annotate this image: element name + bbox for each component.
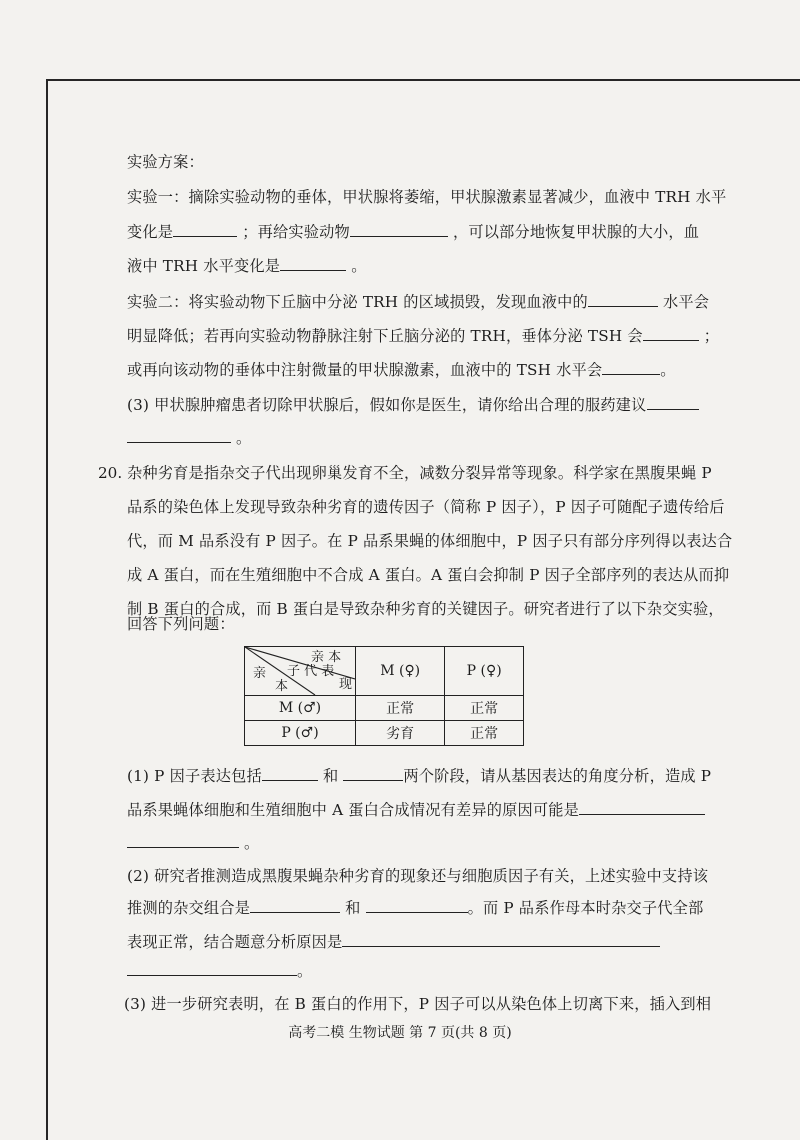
period: 。 — [351, 257, 367, 275]
p1-text-b: 两个阶段，请从基因表达的角度分析，造成 P — [403, 767, 712, 785]
exp2-line1 — [127, 292, 709, 312]
p2-line1: (2) 研究者推测造成黑腹果蝇杂种劣育的现象还与细胞质因子有关，上述实验中支持该 — [127, 867, 709, 885]
answer-blank-hormone[interactable] — [588, 292, 658, 307]
answer-blank-medication-b[interactable] — [127, 428, 231, 443]
exp2-text-b: 水平会 — [662, 293, 710, 311]
diag-phenotype-label: 现 — [339, 677, 353, 692]
answer-blank-trh-change-2[interactable] — [280, 256, 346, 271]
p2-line3 — [127, 932, 660, 952]
p2-line2 — [127, 898, 703, 918]
cell-m-p: 正常 — [445, 696, 524, 721]
scan-border-left — [46, 80, 48, 1140]
cell-p-p: 正常 — [445, 721, 524, 746]
part3-line2 — [127, 428, 251, 448]
p3-line1: (3) 进一步研究表明，在 B 蛋白的作用下，P 因子可以从染色体上切离下来，插入到相 — [124, 995, 712, 1013]
p1-line1 — [127, 766, 711, 786]
answer-blank-tsh-change-1[interactable] — [643, 326, 699, 341]
exp1-line3 — [127, 256, 367, 276]
conjunction: 和 — [345, 899, 361, 917]
exp2-line3 — [127, 360, 676, 380]
answer-blank-cause-b[interactable] — [127, 961, 297, 976]
diag-parent-label: 亲 本 — [311, 650, 342, 665]
semicolon: ； — [703, 327, 720, 345]
table-row — [245, 721, 524, 746]
answer-blank-medication-a[interactable] — [647, 395, 699, 410]
answer-blank-stage-2[interactable] — [343, 766, 403, 781]
column-header-m-female: M (♀) — [356, 647, 445, 696]
exp2-line2 — [127, 326, 719, 346]
answer-blank-stage-1[interactable] — [262, 766, 318, 781]
period: 。 — [244, 834, 260, 852]
part3-line1 — [127, 395, 699, 415]
answer-blank-tsh-change-2[interactable] — [602, 360, 660, 375]
row-label-p-male: P (♂) — [245, 721, 356, 746]
answer-blank-cause-a[interactable] — [342, 932, 660, 947]
exp2-text-c: 明显降低；若再向实验动物静脉注射下丘脑分泌的 TRH，垂体分泌 TSH 会 — [127, 327, 643, 345]
diag-row-label-b: 本 — [275, 679, 289, 694]
p1-text-a: (1) P 因子表达包括 — [127, 767, 262, 785]
answer-blank-reason-a[interactable] — [579, 800, 705, 815]
q20-intro-line-2: 品系的染色体上发现导致杂种劣育的遗传因子（简称 P 因子），P 因子可随配子遗传给后 — [127, 498, 725, 516]
exp1-text-d: 液中 TRH 水平变化是 — [127, 257, 281, 275]
table-row — [245, 696, 524, 721]
cell-m-m: 正常 — [356, 696, 445, 721]
p1-line2 — [127, 800, 705, 820]
exp1-line1: 实验一：摘除实验动物的垂体，甲状腺将萎缩，甲状腺激素显著减少，血液中 TRH 水平 — [127, 188, 727, 206]
diag-row-label-a: 亲 — [253, 666, 267, 681]
exp1-text-b: ；再给实验动物 — [242, 223, 350, 241]
period: 。 — [236, 429, 252, 447]
q20-intro-line-5: 制 B 蛋白的合成，而 B 蛋白是导致杂种劣育的关键因子。研究者进行了以下杂交实验， — [127, 600, 724, 618]
period: 。 — [660, 361, 676, 379]
p2-text-a: 推测的杂交组合是 — [127, 899, 251, 917]
p2-line4 — [127, 961, 312, 981]
table-diagonal-header — [245, 647, 356, 696]
p2-text-c: 表现正常，结合题意分析原因是 — [127, 933, 343, 951]
scheme-label: 实验方案： — [127, 153, 204, 171]
answer-blank-reason-b[interactable] — [127, 833, 239, 848]
q20-intro-line-6: 回答下列问题： — [127, 615, 235, 633]
answer-blank-cross-1[interactable] — [250, 898, 340, 913]
p2-text-b: 。而 P 品系作母本时杂交子代全部 — [467, 899, 704, 917]
column-header-p-female: P (♀) — [445, 647, 524, 696]
p1-text-c: 品系果蝇体细胞和生殖细胞中 A 蛋白合成情况有差异的原因可能是 — [127, 801, 580, 819]
answer-blank-trh-change-1[interactable] — [173, 222, 237, 237]
question-number: 20. — [98, 464, 123, 482]
exp1-line2 — [127, 222, 699, 242]
cell-p-m: 劣育 — [356, 721, 445, 746]
diag-offspring-label: 子 代 表 — [287, 664, 335, 679]
conjunction: 和 — [322, 767, 339, 785]
scan-border-top — [46, 79, 800, 81]
answer-blank-injection[interactable] — [350, 222, 448, 237]
exp2-text-a: 实验二：将实验动物下丘脑中分泌 TRH 的区域损毁，发现血液中的 — [127, 293, 588, 311]
q20-intro-line-3: 代，而 M 品系没有 P 因子。在 P 品系果蝇的体细胞中，P 因子只有部分序列得以表达合 — [127, 532, 733, 550]
exp1-text-a: 变化是 — [127, 223, 174, 241]
q20-intro-line-4: 成 A 蛋白，而在生殖细胞中不合成 A 蛋白。A 蛋白会抑制 P 因子全部序列的表达从而抑 — [127, 566, 730, 584]
exp2-text-d: 或再向该动物的垂体中注射微量的甲状腺激素，血液中的 TSH 水平会 — [127, 361, 603, 379]
row-label-m-male: M (♂) — [245, 696, 356, 721]
p1-line3 — [127, 833, 259, 853]
part3-text: (3) 甲状腺肿瘤患者切除甲状腺后，假如你是医生，请你给出合理的服药建议 — [127, 396, 647, 414]
cross-table — [244, 646, 524, 746]
exp1-text-c: ，可以部分地恢复甲状腺的大小，血 — [452, 223, 700, 241]
answer-blank-cross-2[interactable] — [366, 898, 468, 913]
period: 。 — [297, 962, 313, 980]
page-footer: 高考二模 生物试题 第 7 页(共 8 页) — [288, 1025, 512, 1041]
q20-intro-line-1: 杂种劣育是指杂交子代出现卵巢发育不全，减数分裂异常等现象。科学家在黑腹果蝇 P — [127, 464, 712, 482]
